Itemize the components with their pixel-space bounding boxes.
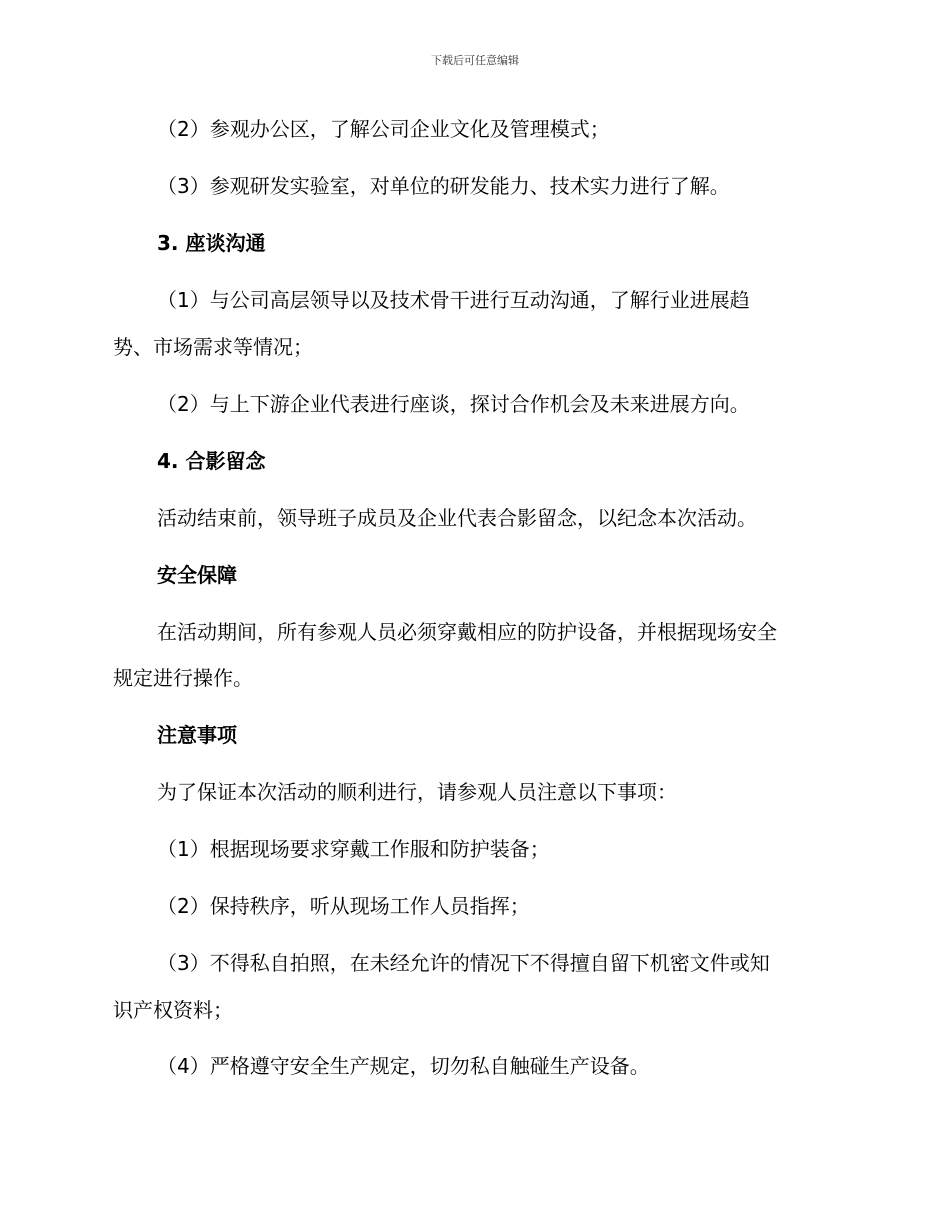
paragraph-line: （4）严格遵守安全生产规定，切勿私自触碰生产设备。 xyxy=(157,1054,650,1078)
section-heading: 注意事项 xyxy=(157,723,237,747)
paragraph-line: （3）参观研发实验室，对单位的研发能力、技术实力进行了解。 xyxy=(157,174,730,198)
paragraph-line: 为了保证本次活动的顺利进行，请参观人员注意以下事项： xyxy=(157,780,677,804)
paragraph-line: （3）不得私自拍照，在未经允许的情况下不得擅自留下机密文件或知 xyxy=(157,951,770,975)
section-heading: 4. 合影留念 xyxy=(157,449,266,473)
section-heading: 3. 座谈沟通 xyxy=(157,231,266,255)
paragraph-line: 识产权资料； xyxy=(113,998,233,1022)
paragraph-line: 活动结束前，领导班子成员及企业代表合影留念，以纪念本次活动。 xyxy=(157,506,757,530)
paragraph-line: （1）根据现场要求穿戴工作服和防护装备； xyxy=(157,837,550,861)
paragraph-line: （2）保持秩序，听从现场工作人员指挥； xyxy=(157,894,530,918)
page-header-note: 下载后可任意编辑 xyxy=(431,54,519,67)
paragraph-line: 规定进行操作。 xyxy=(113,666,253,690)
paragraph-line: （2）参观办公区，了解公司企业文化及管理模式； xyxy=(157,117,610,141)
paragraph-line: （1）与公司高层领导以及技术骨干进行互动沟通，了解行业进展趋 xyxy=(157,288,750,312)
paragraph-line: 势、市场需求等情况； xyxy=(113,335,313,359)
paragraph-line: （2）与上下游企业代表进行座谈，探讨合作机会及未来进展方向。 xyxy=(157,392,750,416)
section-heading: 安全保障 xyxy=(157,563,237,587)
paragraph-line: 在活动期间，所有参观人员必须穿戴相应的防护设备，并根据现场安全 xyxy=(157,620,777,644)
